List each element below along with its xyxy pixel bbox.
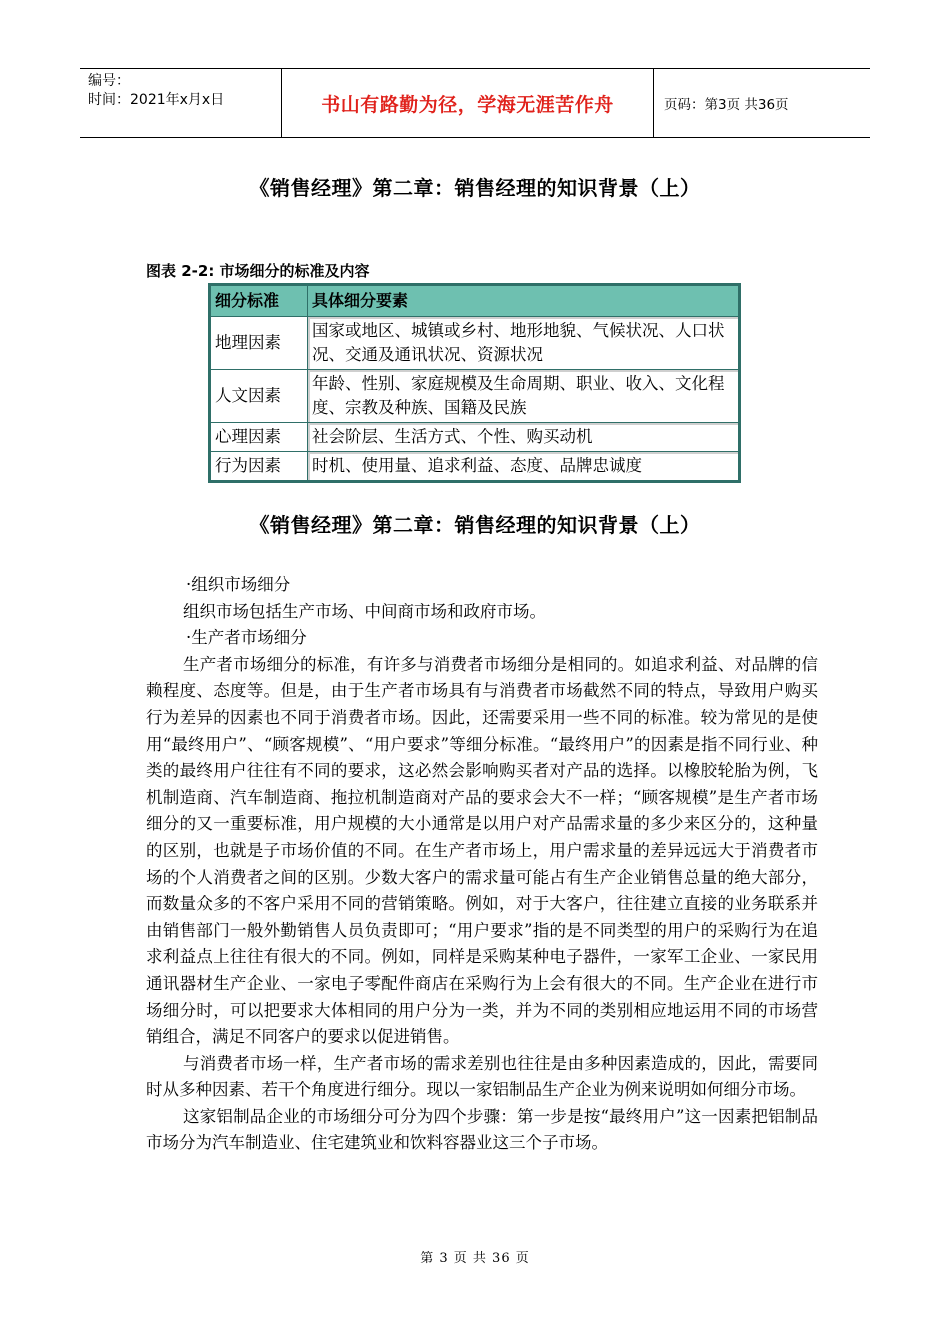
table-row-key: 行为因素 [210,452,308,482]
table-row-value: 国家或地区、城镇或乡村、地形地貌、气候状况、人口状况、交通及通讯状况、资源状况 [308,317,740,370]
chapter-title: 《销售经理》第二章：销售经理的知识背景（上） [249,176,701,200]
body-text [146,572,818,1157]
paragraph: 组织市场包括生产市场、中间商市场和政府市场。 [183,601,546,621]
table-row-value: 社会阶层、生活方式、个性、购买动机 [308,423,740,452]
page-footer: 第 3 页 共 36 页 [420,1251,530,1266]
header-meta [80,69,282,137]
table-row [210,452,740,482]
section-bullet: ·组织市场细分 [186,575,291,594]
table-row-key: 心理因素 [210,423,308,452]
page-header [80,68,870,138]
paragraph: 这家铝制品企业的市场细分可分为四个步骤：第一步是按“最终用户”这一因素把铝制品市场分为汽车制造业、住宅建筑业和饮料容器业这三个子市场。 [146,1106,818,1153]
table-row-key: 人文因素 [210,370,308,423]
table-header-standard: 细分标准 [210,285,308,317]
table-header-elements: 具体细分要素 [308,285,740,317]
table-row-key: 地理因素 [210,317,308,370]
table-row [210,423,740,452]
motto-text: 书山有路勤为径，学海无涯苦作舟 [321,93,614,116]
header-motto-cell [282,69,654,137]
table-row-value: 时机、使用量、追求利益、态度、品牌忠诚度 [308,452,740,482]
paragraph: 生产者市场细分的标准，有许多与消费者市场细分是相同的。如追求利益、对品牌的信赖程度、态度等。但是，由于生产者市场具有与消费者市场截然不同的特点，导致用户购买行为差异的因素也不同于消费者市场。因此，还需要采用一些不同的标准。较为常见的是使用“最终用户”、“顾客规模”、“用户要求”等细分标准。“最终用户”的因素是指不同行业、种类的最终用户往往有不同的要求，这必然会影响购买者对产品的选择。以橡胶轮胎为例，飞机制造商、汽车制造商、拖拉机制造商对产品的要求会大不一样；“顾客规模”是生产者市场细分的又一重要标准，用户规模的大小通常是以用户对产品需求量的多少来区分的，这种量的区别，也就是子市场价值的不同。在生产者市场上，用户需求量的差异远远大于消费者市场的个人消费者之间的区别。少数大客户的需求量可能占有生产企业销售总量的绝大部分，而数量众多的不客户采用不同的营销策略。例如，对于大客户，往往建立直接的业务联系并由销售部门一般外勤销售人员负责即可；“用户要求”指的是不同类型的用户的采购行为在追求利益点上往往有很大的不同。例如，同样是采购某种电子器件，一家军工企业、一家民用通讯器材生产企业、一家电子零配件商店在采购行为上会有很大的不同。生产企业在进行市场细分时，可以把要求大体相同的用户分为一类，并为不同的类别相应地运用不同的市场营销组合，满足不同客户的要求以促进销售。 [146,654,818,1047]
table-row [210,370,740,423]
table-caption: 图表 2-2: 市场细分的标准及内容 [146,262,370,280]
header-page-info: 页码：第3页 共36页 [664,97,789,113]
table-row-value: 年龄、性别、家庭规模及生命周期、职业、收入、文化程度、宗教及种族、国籍及民族 [308,370,740,423]
segmentation-table [208,283,741,483]
section-bullet: ·生产者市场细分 [186,628,307,648]
table-header-row [210,285,740,317]
chapter-title-repeat: 《销售经理》第二章：销售经理的知识背景（上） [249,513,701,537]
paragraph: 与消费者市场一样，生产者市场的需求差别也往往是由多种因素造成的，因此，需要同时从多种因素、若干个角度进行细分。现以一家铝制品生产企业为例来说明如何细分市场。 [146,1053,818,1100]
number-label: 编号： [88,73,130,89]
table-row [210,317,740,370]
time-line: 时间：2021年x月x日 [88,92,225,108]
